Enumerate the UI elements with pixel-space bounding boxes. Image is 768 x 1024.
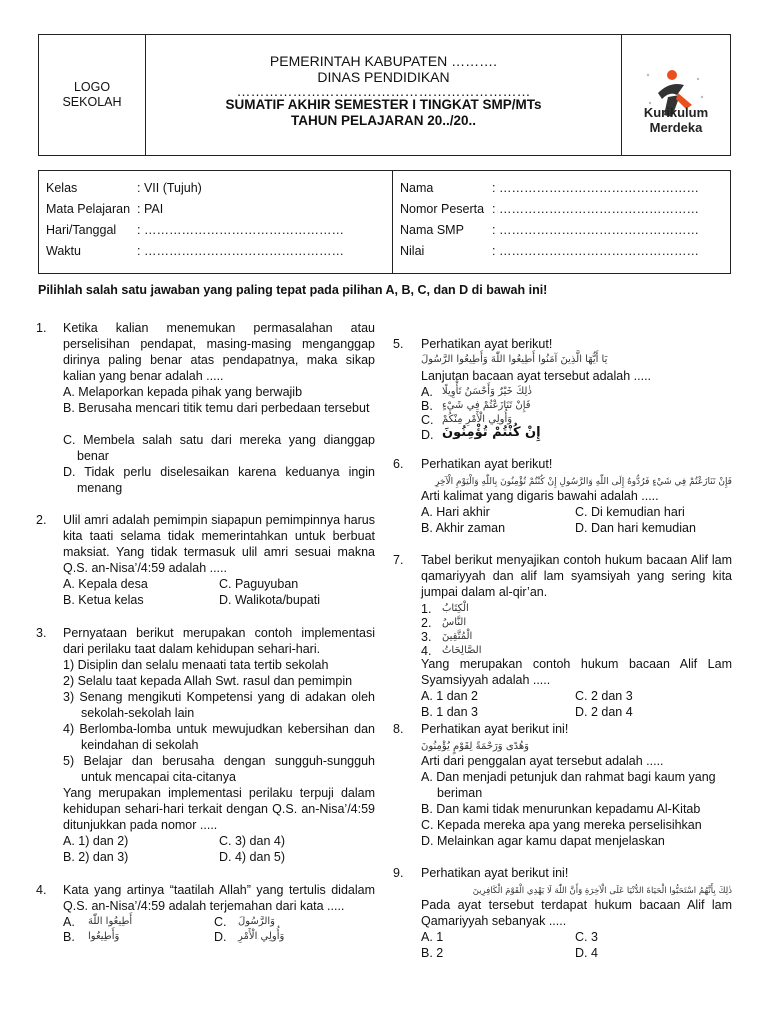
q5-text-2: Lanjutan bacaan ayat tersebut adalah ..... — [421, 369, 652, 383]
q9-number: 9. — [393, 866, 404, 880]
q8-ayat: وَهُدًى وَرَحْمَةً لِقَوْمٍ يُؤْمِنُونَ — [421, 741, 529, 752]
info-waktu-value: : ………………………………………… — [137, 244, 344, 258]
q3-item-4: 4) Berlomba-lomba untuk mewujudkan kebersihan dan keindahan di sekolah — [63, 722, 375, 752]
q2-number: 2. — [36, 513, 47, 527]
q2-text: Ulil amri adalah pemimpin siapapun pemimpinnya harus kita taati selama tidak memerintahkan untuk berbuat maksiat. Yang tidak termasuk ulil amri sesuai makna Q.S. an-Nisa’/4:59 adalah ..... — [63, 513, 375, 575]
q5-option-a-arabic: ذٰلِكَ خَيْرٌ وَأَحْسَنُ تَأْوِيلًا — [442, 386, 532, 397]
student-info-box — [38, 170, 731, 274]
q6-option-b: B. Akhir zaman — [421, 521, 506, 535]
q1-option-c: C. Membela salah satu dari mereka yang dianggap benar — [63, 433, 375, 463]
q5-option-d: D. — [421, 428, 434, 442]
q6-option-c: C. Di kemudian hari — [575, 505, 685, 519]
q2-option-b: B. Ketua kelas — [63, 593, 144, 607]
kurikulum-merdeka-logo — [621, 35, 730, 155]
q7-item-3-arabic: الْمُتَّقِينَ — [442, 631, 473, 642]
q9-option-d: D. 4 — [575, 946, 598, 960]
q2-option-c: C. Paguyuban — [219, 577, 299, 591]
q7-item-2-number: 2. — [421, 616, 432, 630]
q9-text-2: Pada ayat tersebut terdapat hukum bacaan Alif lam Qamariyyah sebanyak ..... — [421, 898, 732, 928]
q5-ayat: يَا أَيُّهَا الَّذِينَ آمَنُوا أَطِيعُوا اللّٰهَ وَأَطِيعُوا الرَّسُولَ — [421, 354, 608, 365]
logo-text: LOGO SEKOLAH — [62, 80, 122, 109]
header-line-5: TAHUN PELAJARAN 20../20.. — [290, 113, 477, 128]
q5-text: Perhatikan ayat berikut! — [421, 337, 553, 351]
header-line-3: ……………………………………………………… — [236, 83, 531, 99]
header-title-block — [146, 53, 621, 129]
q4-option-c-arabic: وَالرَّسُولَ — [238, 916, 275, 927]
q9-text: Perhatikan ayat berikut ini! — [421, 866, 569, 880]
info-hari-value: : ………………………………………… — [137, 223, 344, 237]
q6-option-d: D. Dan hari kemudian — [575, 521, 696, 535]
q3-item-1: 1) Disiplin dan selalu menaati tata tertib sekolah — [63, 658, 329, 672]
q4-option-a-arabic: أَطِيعُوا اللّٰهَ — [88, 916, 133, 927]
q4-option-b: B. — [63, 930, 75, 944]
q7-option-a: A. 1 dan 2 — [421, 689, 478, 703]
q5-option-a: A. — [421, 385, 433, 399]
q5-number: 5. — [393, 337, 404, 351]
logo-word-2: Merdeka — [649, 120, 703, 135]
q3-option-a: A. 1) dan 2) — [63, 834, 129, 848]
q4-number: 4. — [36, 883, 47, 897]
q5-option-d-arabic: إِنْ كُنْتُمْ تُؤْمِنُونَ — [442, 425, 541, 440]
q3-item-3: 3) Senang mengikuti Kompetensi yang di adakan oleh sekolah-sekolah lain — [63, 690, 375, 720]
q7-item-4-number: 4. — [421, 644, 432, 658]
q4-option-d: D. — [214, 930, 227, 944]
q4-option-c: C. — [214, 915, 227, 929]
q7-item-1-arabic: الْكِتَابُ — [442, 603, 469, 614]
q8-option-a: A. Dan menjadi petunjuk dan rahmat bagi kaum yang beriman — [421, 770, 716, 800]
q7-item-3-number: 3. — [421, 630, 432, 644]
q8-text-2: Arti dari penggalan ayat tersebut adalah ..... — [421, 754, 664, 768]
q4-option-d-arabic: وَأُولِي الْأَمْرِ — [238, 931, 285, 942]
q8-option-d: D. Melainkan agar kamu dapat menjelaskan — [421, 834, 665, 848]
instruction: Pilihlah salah satu jawaban yang paling tepat pada pilihan A, B, C, dan D di bawah ini! — [38, 283, 548, 297]
info-mapel-label: Mata Pelajaran — [46, 202, 131, 216]
info-nama-label: Nama — [400, 181, 434, 195]
q1-number: 1. — [36, 321, 47, 335]
q3-option-c: C. 3) dan 4) — [219, 834, 286, 848]
logo-word-1: Kurikulum — [643, 105, 709, 120]
q3-number: 3. — [36, 626, 47, 640]
q4-text: Kata yang artinya “taatilah Allah” yang tertulis didalam Q.S. an-Nisa’/4:59 adalah terjemahan dari kata ..... — [63, 883, 375, 913]
q7-text: Tabel berikut menyajikan contoh hukum bacaan Alif lam qamariyyah dan alif lam syamsiyah yang sering kita jumpai dalam al-qir’an. — [421, 553, 732, 599]
q2-option-d: D. Walikota/bupati — [219, 593, 320, 607]
q7-option-c: C. 2 dan 3 — [575, 689, 633, 703]
q3-text-2: Yang merupakan implementasi perilaku terpuji dalam kehidupan sehari-hari terkait dengan Q.S. an-Nisa’/4:59 ditunjukkan pada nomor ..... — [63, 786, 375, 832]
q3-option-b: B. 2) dan 3) — [63, 850, 129, 864]
info-nilai-value: : ………………………………………… — [492, 244, 699, 258]
q9-option-a: A. 1 — [421, 930, 444, 944]
info-waktu-label: Waktu — [46, 244, 81, 258]
school-logo-placeholder — [39, 35, 146, 155]
q7-option-b: B. 1 dan 3 — [421, 705, 478, 719]
info-kelas-value: : VII (Tujuh) — [137, 181, 202, 195]
info-smp-value: : ………………………………………… — [492, 223, 699, 237]
q9-option-c: C. 3 — [575, 930, 598, 944]
q1-option-a: A. Melaporkan kepada pihak yang berwajib — [63, 385, 303, 399]
q7-item-1-number: 1. — [421, 602, 432, 616]
info-hari-label: Hari/Tanggal — [46, 223, 117, 237]
q3-option-d: D. 4) dan 5) — [219, 850, 286, 864]
q1-text: Ketika kalian menemukan permasalahan atau perselisihan pendapat, masing-masing menganggap dirinya paling benar atas pendapatnya, maka sikap kalian yang benar adalah ..... — [63, 321, 375, 383]
q6-number: 6. — [393, 457, 404, 471]
q3-item-2: 2) Selalu taat kepada Allah Swt. rasul dan pemimpin — [63, 674, 353, 688]
q7-text-2: Yang merupakan contoh hukum bacaan Alif Lam Syamsiyyah adalah ..... — [421, 657, 732, 687]
q7-number: 7. — [393, 553, 404, 567]
info-nilai-label: Nilai — [400, 244, 425, 258]
q4-option-b-arabic: وَأَطِيعُوا — [88, 931, 120, 942]
q3-text: Pernyataan berikut merupakan contoh implementasi dari perilaku taat dalam kehidupan sehari-hari. — [63, 626, 375, 656]
q7-item-4-arabic: الصَّالِحَاتُ — [442, 645, 482, 656]
q6-text: Perhatikan ayat berikut! — [421, 457, 553, 471]
info-nopes-label: Nomor Peserta — [400, 202, 485, 216]
q5-option-b-arabic: فَإِنْ تَنَازَعْتُمْ فِي شَيْءٍ — [442, 400, 531, 411]
q8-option-c: C. Kepada mereka apa yang mereka perselisihkan — [421, 818, 702, 832]
q5-option-c: C. — [421, 413, 434, 427]
info-mapel-value: : PAI — [137, 202, 164, 216]
q6-text-2: Arti kalimat yang digaris bawahi adalah ..... — [421, 489, 659, 503]
q6-ayat: فَإِنْ تَنَازَعْتُمْ فِي شَيْءٍ فَرُدُّوهُ إِلَى اللّٰهِ وَالرَّسُولِ إِنْ كُنْتُمْ تُؤْمِنُونَ بِاللّٰهِ وَالْيَوْمِ الْآخِرِ — [435, 477, 732, 487]
info-kelas-label: Kelas — [46, 181, 78, 195]
q7-item-2-arabic: النَّاسُ — [442, 617, 467, 628]
exam-header — [38, 34, 731, 156]
q2-option-a: A. Kepala desa — [63, 577, 148, 591]
q7-option-d: D. 2 dan 4 — [575, 705, 633, 719]
header-line-1: PEMERINTAH KABUPATEN ………. — [269, 53, 498, 69]
q6-option-a: A. Hari akhir — [421, 505, 490, 519]
q4-option-a: A. — [63, 915, 75, 929]
q1-option-d: D. Tidak perlu diselesaikan karena keduanya ingin menang — [63, 465, 375, 495]
q9-option-b: B. 2 — [421, 946, 444, 960]
q8-number: 8. — [393, 722, 404, 736]
q3-item-5: 5) Belajar dan berusaha dengan sungguh-sungguh untuk mencapai cita-citanya — [63, 754, 375, 784]
info-smp-label: Nama SMP — [400, 223, 464, 237]
q5-option-b: B. — [421, 399, 433, 413]
q1-option-b: B. Berusaha mencari titik temu dari perbedaan tersebut — [63, 401, 370, 415]
header-line-4: SUMATIF AKHIR SEMESTER I TINGKAT SMP/MTs — [225, 97, 542, 112]
info-nama-value: : ………………………………………… — [492, 181, 699, 195]
q9-ayat: ذٰلِكَ بِأَنَّهُمُ اسْتَحَبُّوا الْحَيَاةَ الدُّنْيَا عَلَى الْآخِرَةِ وَأَنَّ اللّٰهَ لَا يَهْدِي الْقَوْمَ الْكَافِرِينَ — [472, 886, 732, 896]
kurikulum-merdeka-icon — [622, 35, 730, 155]
info-nopes-value: : ………………………………………… — [492, 202, 699, 216]
q8-option-b: B. Dan kami tidak menurunkan kepadamu Al-Kitab — [421, 802, 701, 816]
q8-text: Perhatikan ayat berikut ini! — [421, 722, 569, 736]
header-line-2: DINAS PENDIDIKAN — [317, 69, 450, 85]
q5-option-c-arabic: وَأُولِي الْأَمْرِ مِنْكُمْ — [442, 414, 513, 425]
